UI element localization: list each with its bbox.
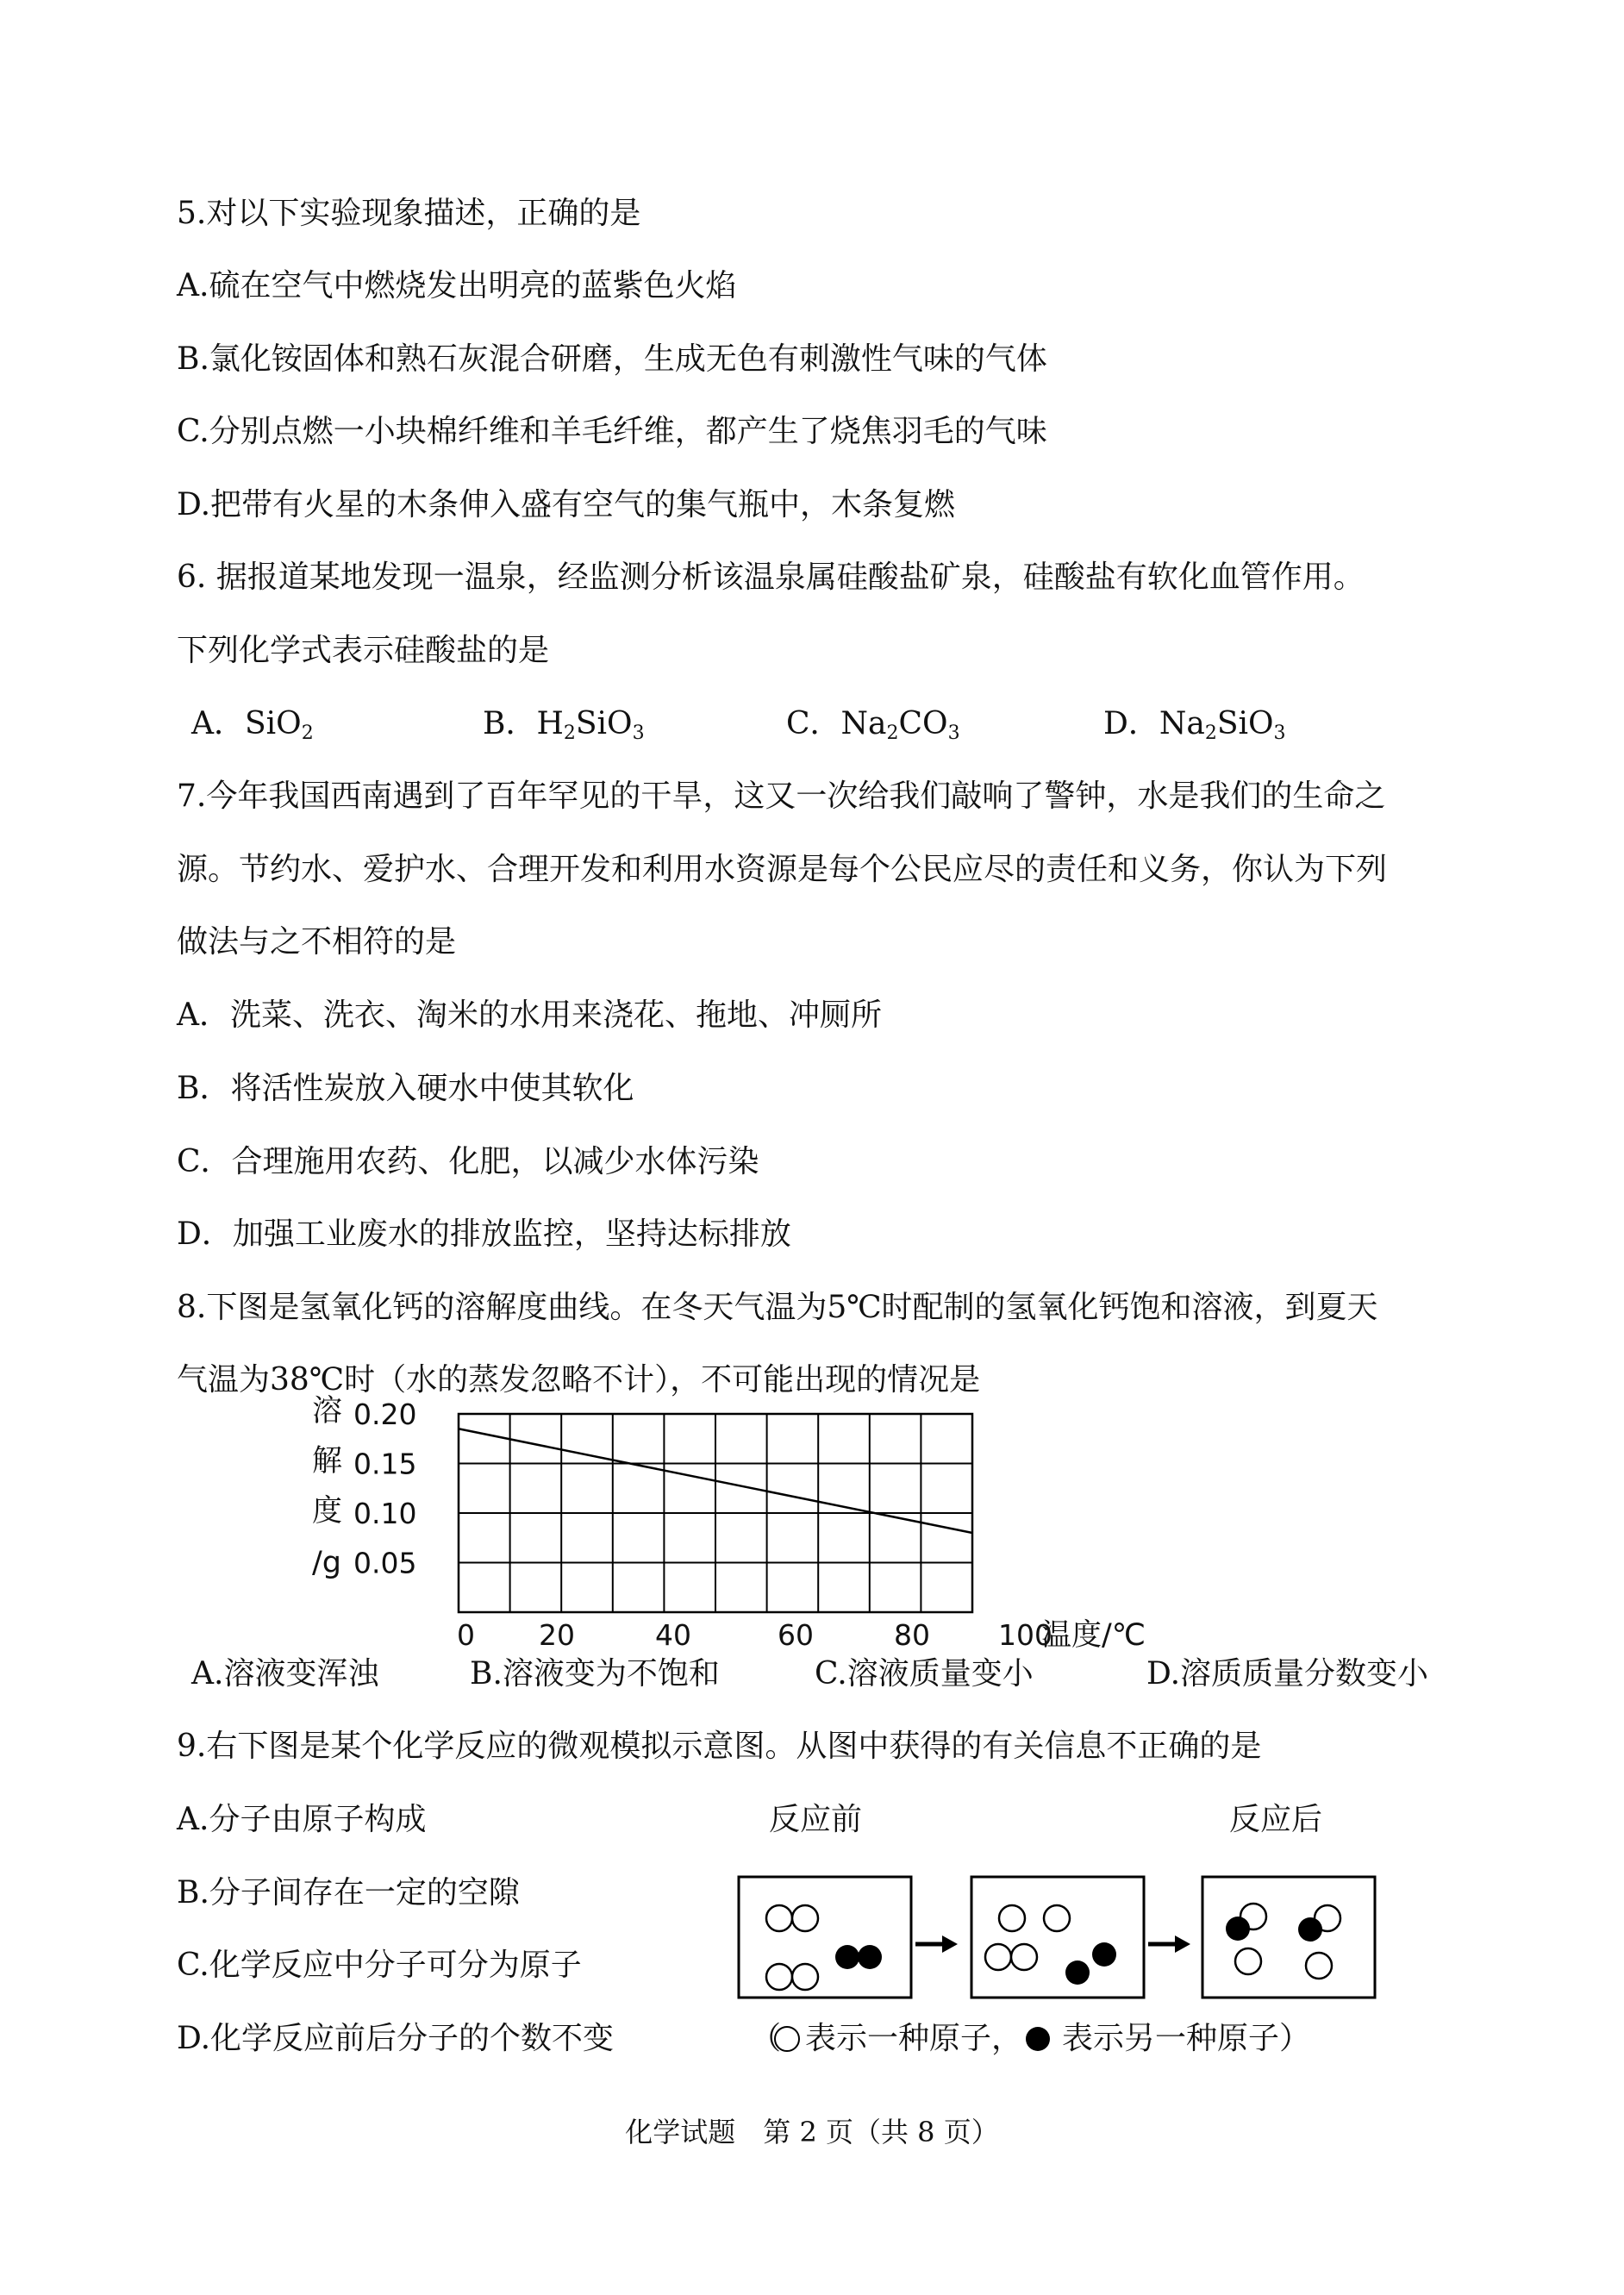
after-label: 反应后	[1229, 1802, 1323, 1837]
q5-option-c: C.分别点燃一小块棉纤维和羊毛纤维，都产生了烧焦羽毛的气味	[177, 414, 1047, 449]
q6-option-d: D．$Na_2SiO_3$	[1103, 706, 1286, 744]
box-before	[739, 1877, 911, 1998]
black-atom-legend-icon	[1026, 2027, 1050, 2051]
y-axis-label-char: /g	[312, 1546, 342, 1580]
white-atom	[1306, 1953, 1332, 1979]
x-tick-label: 0	[457, 1618, 475, 1652]
x-axis-label: 温度/℃	[1041, 1618, 1146, 1653]
q7-stem-line3: 做法与之不相符的是	[177, 924, 457, 960]
q6-option-a: A．SiO$_2$	[191, 706, 314, 744]
black-atom	[835, 1945, 859, 1969]
q5-stem: 5.对以下实验现象描述，正确的是	[177, 196, 641, 231]
x-tick-label: 100	[998, 1618, 1052, 1652]
atom-legend: （ 表示一种原子， 表示另一种原子）	[750, 2021, 1311, 2056]
q8-stem-line2: 气温为38℃时（水的蒸发忽略不计），不可能出现的情况是	[177, 1362, 981, 1398]
white-atom	[766, 1964, 792, 1990]
y-tick-label: 0.10	[353, 1497, 417, 1530]
q9-option-d: D.化学反应前后分子的个数不变	[177, 2021, 615, 2056]
q7-option-a: A．洗菜、洗衣、淘米的水用来浇花、拖地、冲厕所	[177, 997, 882, 1033]
q7-option-c: C．合理施用农药、化肥，以减少水体污染	[177, 1144, 759, 1179]
black-atom	[1298, 1917, 1322, 1942]
black-atom	[1092, 1942, 1116, 1967]
y-tick-label: 0.20	[353, 1398, 417, 1431]
q8-option-a: A.溶液变浑浊	[191, 1656, 379, 1692]
black-atom	[858, 1945, 882, 1969]
reaction-diagram	[737, 1875, 1401, 2004]
white-atom	[792, 1964, 818, 1990]
x-tick-label: 20	[539, 1618, 575, 1652]
q9-option-a: A.分子由原子构成	[177, 1802, 427, 1837]
q8-option-c: C.溶液质量变小	[815, 1656, 1034, 1692]
q9-option-b: B.分子间存在一定的空隙	[177, 1875, 520, 1910]
white-atom-legend-icon	[774, 2026, 800, 2052]
black-atom	[1226, 1917, 1250, 1941]
before-label: 反应前	[769, 1802, 863, 1837]
white-atom	[1044, 1905, 1070, 1931]
arrow-2	[1148, 1935, 1190, 1953]
black-atom	[1065, 1960, 1090, 1985]
white-atom	[766, 1905, 792, 1931]
q7-option-b: B．将活性炭放入硬水中使其软化	[177, 1071, 634, 1106]
q6-option-c: C．$Na_2CO_3$	[786, 706, 960, 744]
y-axis-label-char: 度	[312, 1494, 343, 1529]
q7-stem-line2: 源。节约水、爱护水、合理开发和利用水资源是每个公民应尽的责任和义务，你认为下列	[177, 852, 1388, 887]
y-axis-label-char: 解	[312, 1444, 343, 1479]
x-tick-label: 40	[655, 1618, 691, 1652]
q8-option-b: B.溶液变为不饱和	[470, 1656, 720, 1692]
page-footer: 化学试题 第 2 页（共 8 页）	[625, 2116, 999, 2148]
y-axis-label-char: 溶	[312, 1395, 343, 1429]
white-atom	[999, 1905, 1025, 1931]
white-atom	[792, 1905, 818, 1931]
y-tick-label: 0.05	[353, 1546, 417, 1580]
q5-option-a: A.硫在空气中燃烧发出明亮的蓝紫色火焰	[177, 268, 737, 303]
q6-stem-line1: 6. 据报道某地发现一温泉，经监测分析该温泉属硅酸盐矿泉，硅酸盐有软化血管作用。	[177, 560, 1365, 595]
q8-option-d: D.溶质质量分数变小	[1146, 1656, 1429, 1692]
x-tick-label: 80	[894, 1618, 930, 1652]
white-atom	[1235, 1948, 1261, 1974]
box-middle	[971, 1877, 1144, 1998]
q5-option-b: B.氯化铵固体和熟石灰混合研磨，生成无色有刺激性气味的气体	[177, 341, 1047, 377]
q5-option-d: D.把带有火星的木条伸入盛有空气的集气瓶中，木条复燃	[177, 487, 956, 522]
white-atom	[985, 1944, 1011, 1970]
box-after	[1202, 1877, 1375, 1998]
q9-stem: 9.右下图是某个化学反应的微观模拟示意图。从图中获得的有关信息不正确的是	[177, 1729, 1262, 1764]
x-tick-label: 60	[778, 1618, 814, 1652]
q9-option-c: C.化学反应中分子可分为原子	[177, 1948, 582, 1983]
solubility-chart	[293, 1395, 1172, 1654]
y-tick-label: 0.15	[353, 1447, 417, 1481]
q6-stem-line2: 下列化学式表示硅酸盐的是	[177, 633, 550, 668]
q7-stem-line1: 7.今年我国西南遇到了百年罕见的干旱，这又一次给我们敲响了警钟，水是我们的生命之	[177, 779, 1386, 814]
q8-stem-line1: 8.下图是氢氧化钙的溶解度曲线。在冬天气温为5℃时配制的氢氧化钙饱和溶液，到夏天	[177, 1290, 1378, 1325]
q7-option-d: D．加强工业废水的排放监控，坚持达标排放	[177, 1216, 791, 1252]
q6-option-b: B．$H_2SiO_3$	[483, 706, 645, 744]
white-atom	[1011, 1944, 1037, 1970]
arrow-1	[915, 1935, 958, 1953]
